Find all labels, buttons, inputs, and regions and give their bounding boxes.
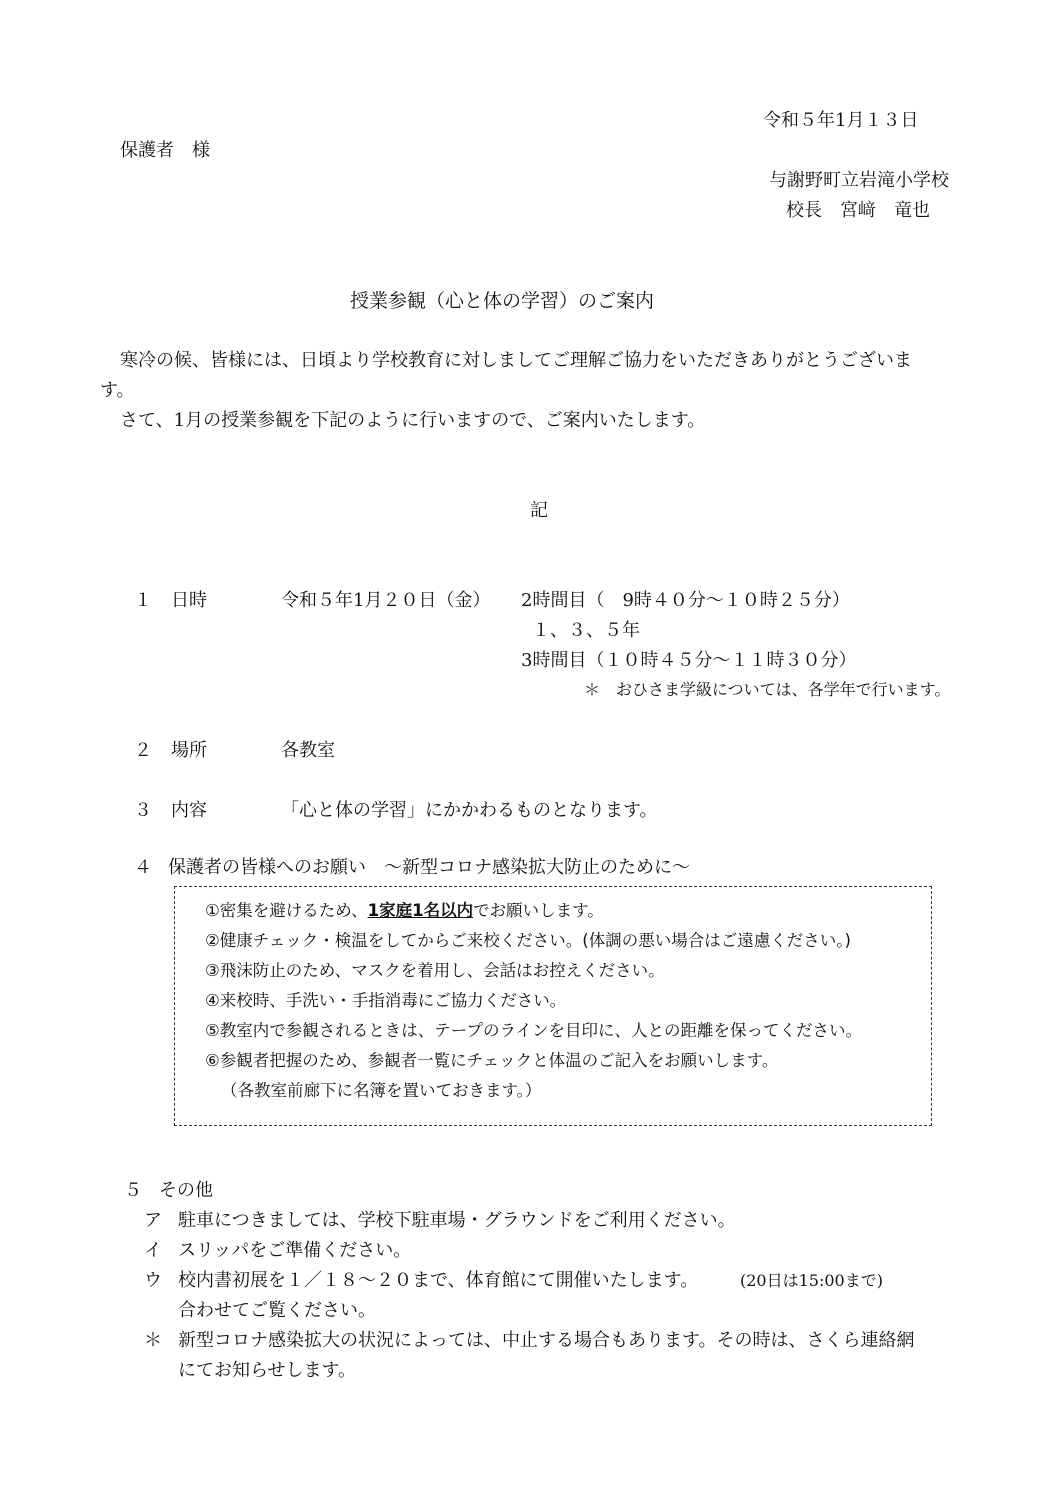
notice-item-1 bbox=[205, 897, 604, 921]
item-2-number: ２ bbox=[134, 740, 152, 761]
item-3-number: ３ bbox=[134, 800, 152, 821]
document-title: 授業参観（心と体の学習）のご案内 bbox=[350, 290, 655, 312]
other-a-text: 駐車につきましては、学校下駐車場・グラウンドをご利用ください。 bbox=[178, 1210, 736, 1231]
ki-heading: 記 bbox=[530, 500, 548, 521]
item-1-note: ＊ おひさま学級については、各学年で行います。 bbox=[584, 680, 951, 699]
other-u-text-2: 合わせてご覧ください。 bbox=[178, 1300, 376, 1321]
notice-item-1-post: でお願いします。 bbox=[473, 901, 604, 920]
intro-line-3: さて、1月の授業参観を下記のように行いますので、ご案内いたします。 bbox=[120, 410, 706, 431]
item-1-date: 令和５年1月２０日（金） bbox=[281, 590, 491, 611]
other-u-text: 校内書初展を１／１８～２０まで、体育館にて開催いたします。 bbox=[178, 1270, 699, 1291]
item-1-period-3: 3時間目（１０時４５分～１１時３０分） bbox=[521, 650, 857, 671]
notice-item-5: ⑤教室内で参観されるときは、テープのラインを目印に、人との距離を保ってください。 bbox=[205, 1021, 862, 1040]
item-1-number: １ bbox=[134, 590, 152, 611]
other-i-text: スリッパをご準備ください。 bbox=[178, 1240, 412, 1261]
item-4-label: 保護者の皆様へのお願い ～新型コロナ感染拡大防止のために～ bbox=[168, 857, 690, 878]
other-star-text: 新型コロナ感染拡大の状況によっては、中止する場合もあります。その時は、さくら連絡網 bbox=[178, 1330, 915, 1351]
principal-name: 校長 宮﨑 竜也 bbox=[786, 200, 930, 221]
item-1-grades: １、３、５年 bbox=[532, 620, 640, 641]
recipient: 保護者 様 bbox=[120, 140, 210, 161]
other-star-text-2: にてお知らせします。 bbox=[178, 1360, 357, 1381]
other-u-note: (20日は15:00まで) bbox=[740, 1271, 883, 1290]
other-u-mark: ウ bbox=[144, 1270, 162, 1291]
other-a-mark: ア bbox=[144, 1210, 162, 1231]
notice-item-1-pre: ①密集を避けるため、 bbox=[205, 901, 368, 920]
item-3-label: 内容 bbox=[171, 800, 207, 821]
intro-line-1: 寒冷の候、皆様には、日頃より学校教育に対しましてご理解ご協力をいただきありがとうございま bbox=[120, 350, 912, 371]
notice-box bbox=[174, 886, 932, 1126]
notice-item-1-emphasis: 1家庭1名以内 bbox=[367, 901, 474, 920]
notice-item-6: ⑥参観者把握のため、参観者一覧にチェックと体温のご記入をお願いします。 bbox=[205, 1051, 779, 1070]
item-1-period-2: 2時間目（ 9時４０分～１０時２５分） bbox=[521, 590, 850, 611]
school-name: 与謝野町立岩滝小学校 bbox=[769, 170, 949, 191]
other-star-mark: ＊ bbox=[144, 1330, 162, 1351]
item-2-label: 場所 bbox=[171, 740, 207, 761]
item-2-value: 各教室 bbox=[281, 740, 335, 761]
item-3-value: 「心と体の学習」にかかわるものとなります。 bbox=[281, 800, 658, 821]
item-1-label: 日時 bbox=[171, 590, 207, 611]
notice-item-7: （各教室前廊下に名簿を置いておきます。） bbox=[221, 1081, 542, 1100]
other-i-mark: イ bbox=[144, 1240, 162, 1261]
item-4-number: ４ bbox=[134, 857, 152, 878]
document-date: 令和５年1月１３日 bbox=[763, 110, 919, 131]
intro-line-2: す。 bbox=[100, 380, 135, 401]
notice-item-3: ③飛沫防止のため、マスクを着用し、会話はお控えください。 bbox=[205, 961, 665, 980]
item-5-label: その他 bbox=[159, 1180, 213, 1201]
item-5-number: ５ bbox=[124, 1180, 142, 1201]
notice-item-2: ②健康チェック・検温をしてからご来校ください。(体調の悪い場合はご遠慮ください。) bbox=[205, 931, 851, 950]
notice-item-4: ④来校時、手洗い・手指消毒にご協力ください。 bbox=[205, 991, 567, 1010]
